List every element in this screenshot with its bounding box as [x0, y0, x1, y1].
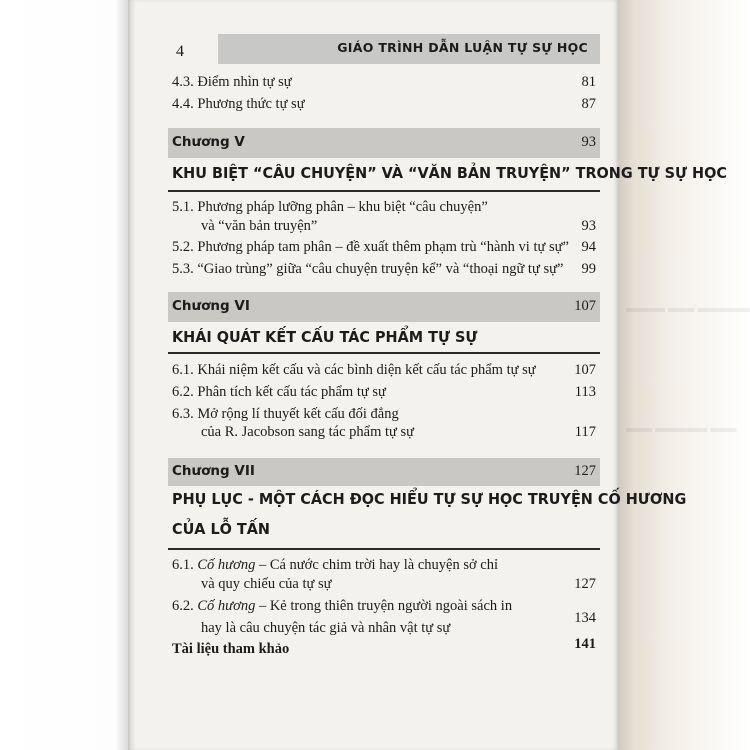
chapter-7-title-line2: CỦA LỖ TẤN: [172, 520, 270, 538]
chapter-7-label: Chương VII: [172, 463, 255, 479]
entry-number: 6.1.: [172, 557, 198, 573]
bibliography-page: 141: [574, 636, 596, 652]
toc-page-6-1: 107: [574, 362, 596, 378]
toc-entry-7-2-cont: hay là câu chuyện tác giả và nhân vật tự sự: [201, 620, 451, 636]
bleed-through-text: ▬▬ ▬▬▬▬ ▬▬: [626, 420, 737, 435]
toc-entry-6-1: 6.1. Khái niệm kết cấu và các bình diện kết cấu tác phẩm tự sự: [172, 362, 536, 378]
toc-page-4-4: 87: [581, 96, 596, 112]
entry-rest: – Kẻ trong thiên truyện người ngoài sách in: [255, 598, 513, 614]
chapter-rule: [168, 190, 600, 192]
bibliography-entry: Tài liệu tham khảo: [172, 641, 290, 657]
chapter-6-page: 107: [574, 298, 596, 314]
toc-page-5-2: 94: [581, 239, 596, 255]
entry-italic-title: Cố hương: [197, 598, 256, 614]
toc-entry-7-1: [172, 557, 498, 574]
adjacent-page-edge: [618, 0, 750, 750]
entry-italic-title: Cố hương: [197, 557, 256, 573]
toc-entry-5-1-cont: và “văn bản truyện”: [201, 218, 318, 234]
toc-page-7-2: 134: [574, 610, 596, 626]
toc-entry-6-2: 6.2. Phân tích kết cấu tác phẩm tự sự: [172, 384, 386, 400]
chapter-5-label: Chương V: [172, 134, 245, 150]
book-page: [128, 0, 727, 750]
toc-entry-5-3: 5.3. “Giao trùng” giữa “câu chuyện truyện kể” và “thoại ngữ tự sự”: [172, 261, 564, 277]
chapter-rule: [168, 352, 600, 354]
toc-page-6-2: 113: [574, 384, 596, 400]
running-header-title: GIÁO TRÌNH DẪN LUẬN TỰ SỰ HỌC: [337, 40, 588, 55]
background-left: [0, 0, 128, 750]
toc-entry-7-2: [172, 598, 512, 615]
entry-number: 6.2.: [172, 598, 198, 614]
toc-entry-7-1-cont: và quy chiếu của tự sự: [201, 576, 332, 592]
chapter-7-title-line1: PHỤ LỤC - MỘT CÁCH ĐỌC HIỂU TỰ SỰ HỌC TRUYỆN CỐ HƯƠNG: [172, 490, 687, 508]
toc-page-4-3: 81: [581, 74, 596, 90]
chapter-5-title: KHU BIỆT “CÂU CHUYỆN” VÀ “VĂN BẢN TRUYỆN” TRONG TỰ SỰ HỌC: [172, 164, 727, 182]
chapter-5-page: 93: [581, 134, 596, 150]
bleed-through-text: ▬▬▬ ▬▬ ▬▬▬▬: [626, 300, 750, 315]
entry-rest: – Cá nước chim trời hay là chuyện sở chỉ: [255, 557, 498, 573]
toc-entry-6-3-cont: của R. Jacobson sang tác phẩm tự sự: [201, 424, 415, 440]
toc-entry-6-3: 6.3. Mở rộng lí thuyết kết cấu đối đẳng: [172, 406, 399, 422]
toc-entry-4-4: 4.4. Phương thức tự sự: [172, 96, 305, 112]
toc-page-5-1: 93: [581, 218, 596, 234]
toc-entry-5-2: 5.2. Phương pháp tam phân – đề xuất thêm phạm trù “hành vi tự sự”: [172, 239, 569, 255]
page-number: 4: [176, 43, 184, 60]
toc-page-6-3: 117: [574, 424, 596, 440]
toc-page-7-1: 127: [574, 576, 596, 592]
toc-entry-5-1: 5.1. Phương pháp lưỡng phân – khu biệt “câu chuyện”: [172, 199, 488, 215]
toc-entry-4-3: 4.3. Điểm nhìn tự sự: [172, 74, 292, 90]
chapter-rule: [168, 548, 600, 550]
chapter-6-label: Chương VI: [172, 298, 250, 314]
chapter-6-title: KHÁI QUÁT KẾT CẤU TÁC PHẨM TỰ SỰ: [172, 328, 478, 346]
toc-page-5-3: 99: [581, 261, 596, 277]
chapter-7-page: 127: [574, 463, 596, 479]
